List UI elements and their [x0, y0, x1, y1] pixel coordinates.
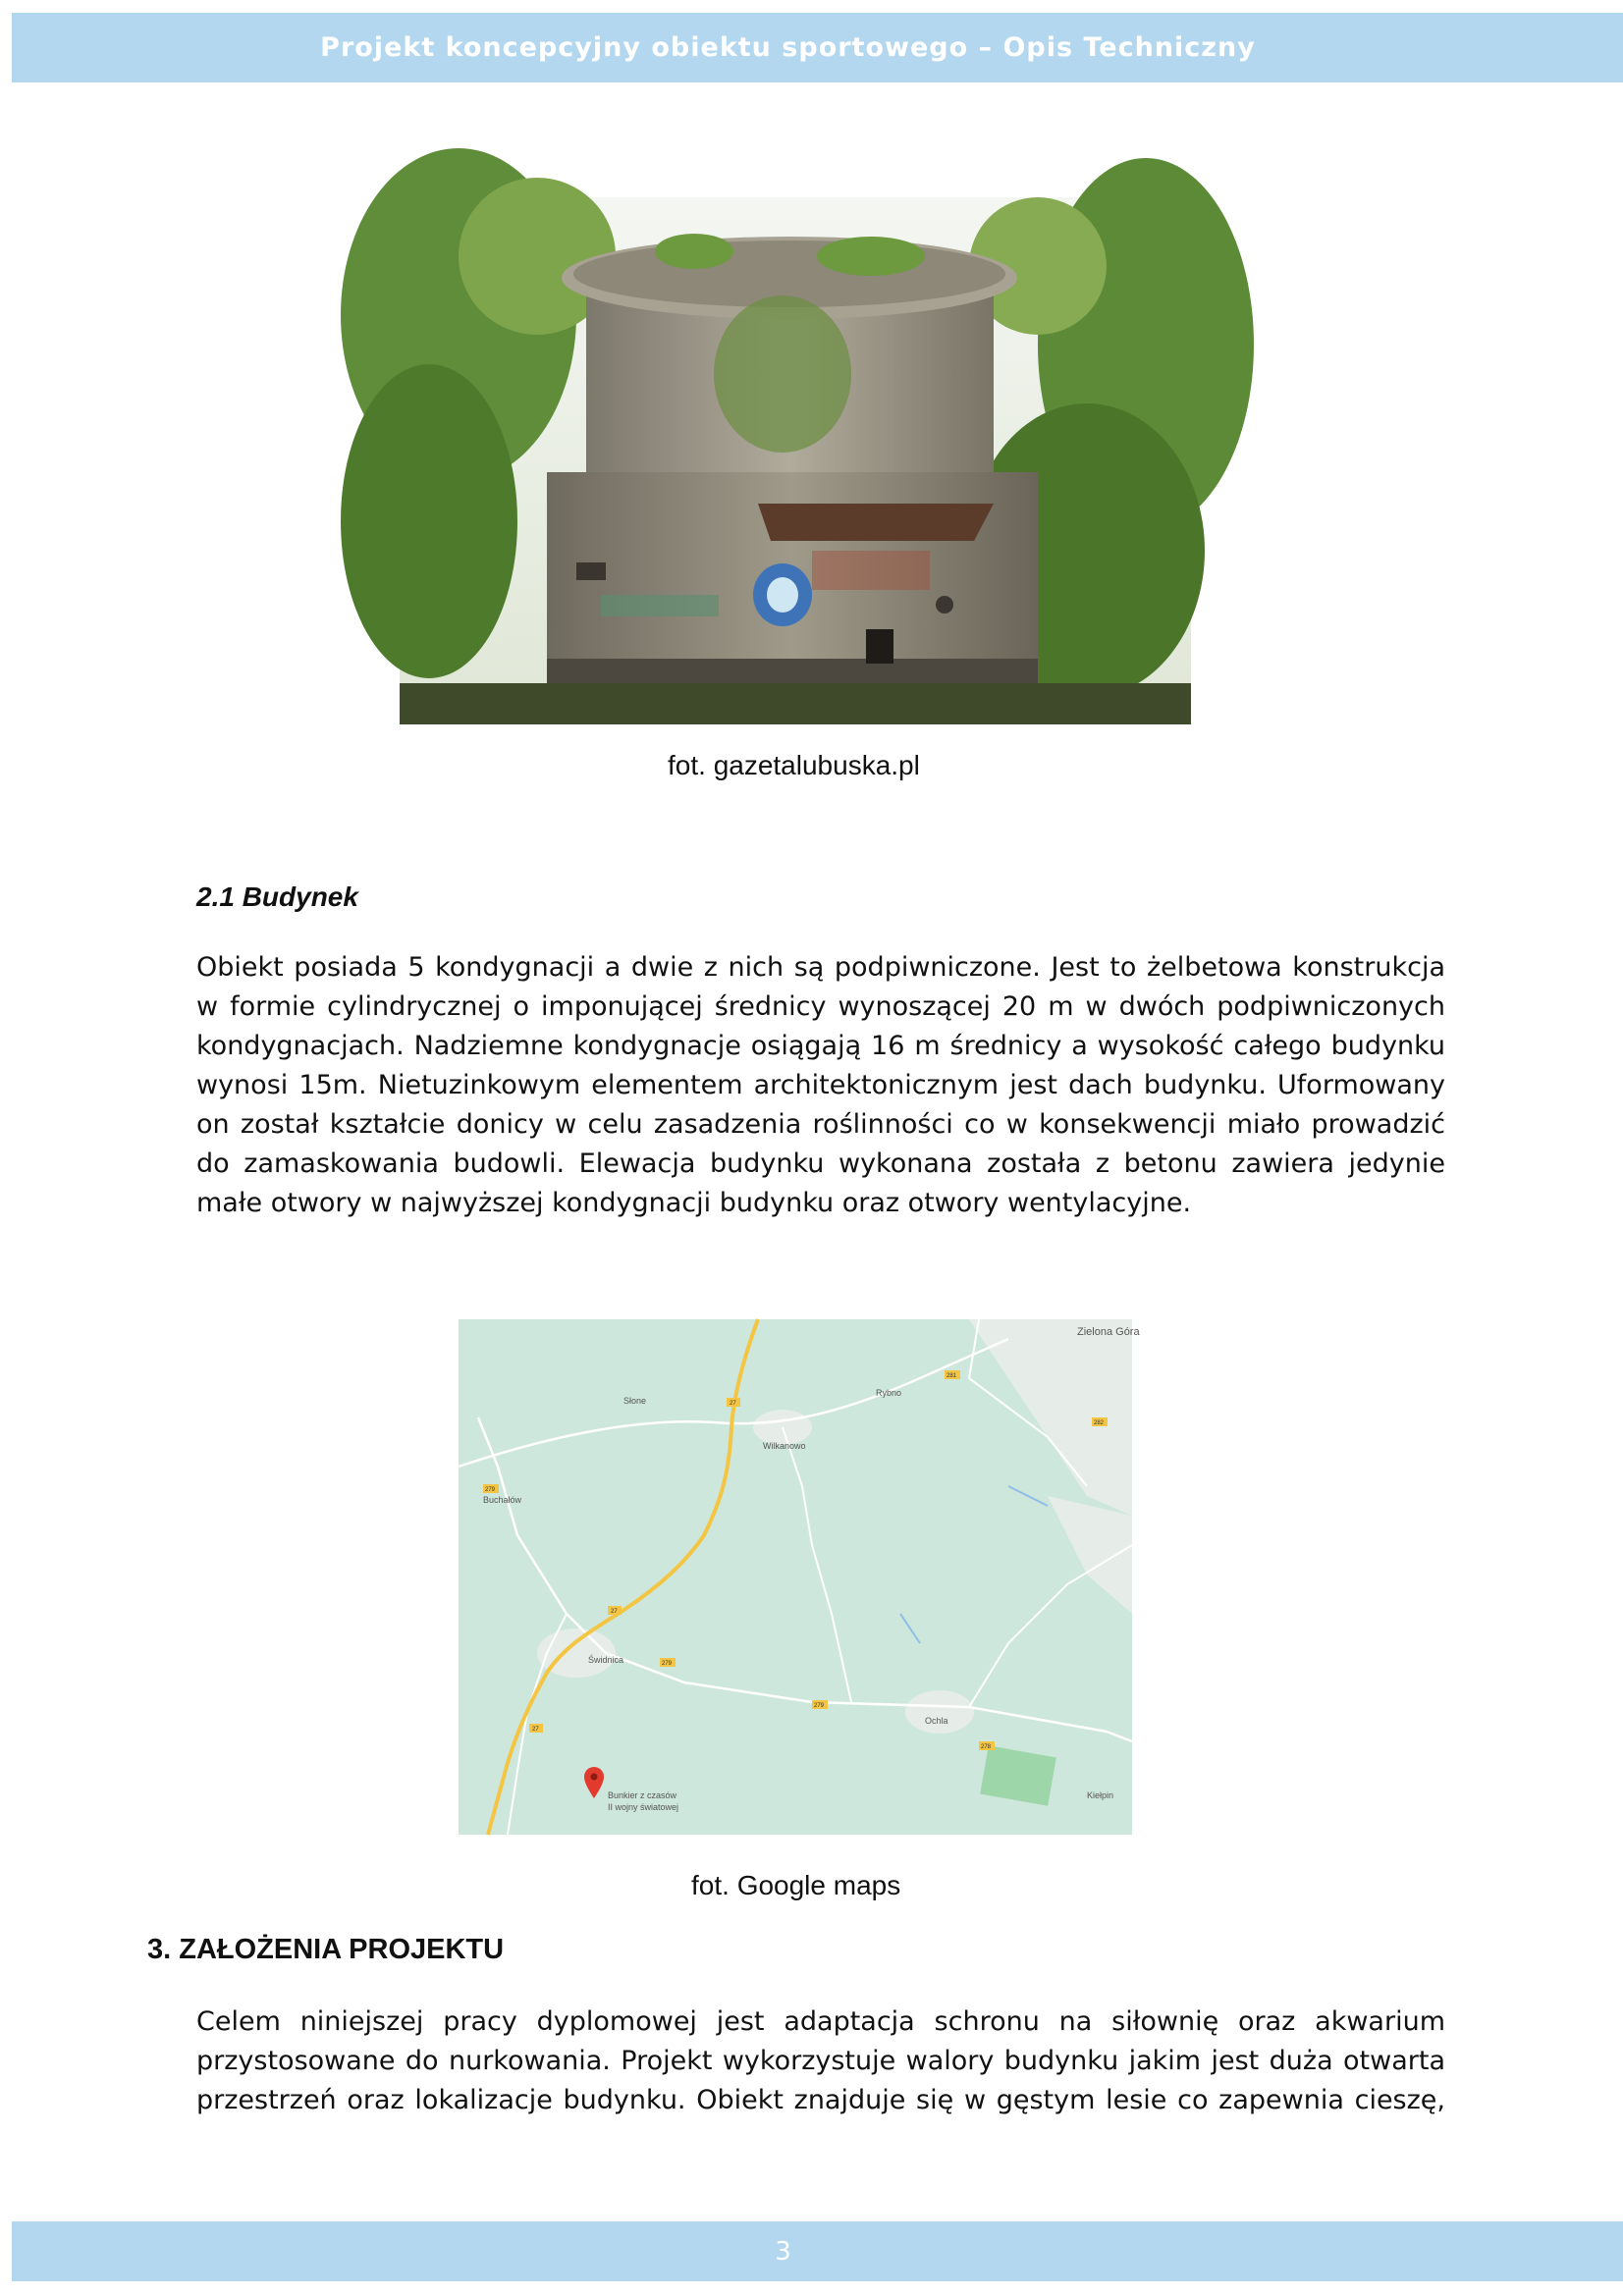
- paragraph-line: do zamaskowania budowli. Elewacja budynku wykonana została z betonu zawiera jedynie: [196, 1148, 1445, 1179]
- place-label: Świdnica: [588, 1655, 624, 1665]
- place-label: Ochla: [925, 1716, 948, 1726]
- page-footer: [12, 2221, 1623, 2281]
- place-label: Zielona Góra: [1077, 1326, 1140, 1338]
- paragraph-line: Obiekt posiada 5 kondygnacji a dwie z nich są podpiwniczone. Jest to żelbetowa konstrukcja: [196, 952, 1445, 983]
- paragraph-line: wynosi 15m. Nietuzinkowym elementem architektonicznym jest dach budynku. Uformowany: [196, 1070, 1445, 1100]
- bunker-photo: [400, 197, 1191, 724]
- paragraph-line: kondygnacjach. Nadziemne kondygnacje osiągają 16 m średnicy a wysokość całego budynku: [196, 1031, 1445, 1061]
- paragraph-line: Celem niniejszej pracy dyplomowej jest adaptacja schronu na siłownię oraz akwarium: [196, 2006, 1445, 2037]
- place-label: Wilkanowo: [763, 1441, 806, 1451]
- section-heading: 3. ZAŁOŻENIA PROJEKTU: [147, 1934, 505, 1965]
- photo-caption: fot. gazetalubuska.pl: [668, 750, 920, 780]
- road-number: 279: [662, 1661, 673, 1667]
- road-number: 279: [485, 1487, 496, 1493]
- road-number: 281: [947, 1373, 957, 1379]
- road-number: 282: [1094, 1420, 1105, 1426]
- road-number: 27: [730, 1401, 736, 1407]
- paragraph-line: przystosowane do nurkowania. Projekt wykorzystuje walory budynku jakim jest duża otwarta: [196, 2046, 1445, 2076]
- road-number: 279: [814, 1703, 825, 1709]
- road-number: 27: [532, 1727, 539, 1733]
- section-heading: 2.1 Budynek: [196, 881, 358, 912]
- header-title: Projekt koncepcyjny obiektu sportowego – Opis Techniczny: [320, 32, 1256, 63]
- page-number: 3: [775, 2236, 791, 2267]
- page-header: [12, 13, 1623, 82]
- road-number: 27: [611, 1609, 618, 1615]
- paragraph-line: on został kształcie donicy w celu zasadzenia roślinności co w konsekwencji miało prowadzić: [196, 1109, 1445, 1140]
- location-map: [459, 1319, 1140, 1835]
- place-label: Rybno: [876, 1388, 902, 1398]
- road-number: 278: [981, 1744, 992, 1750]
- paragraph-line: w formie cylindrycznej o imponującej średnicy wynoszącej 20 m w dwóch podpiwniczonych: [196, 991, 1445, 1022]
- place-label: Słone: [623, 1396, 647, 1406]
- place-label: Buchałów: [483, 1495, 522, 1505]
- paragraph-line: przestrzeń oraz lokalizacje budynku. Obiekt znajduje się w gęstym lesie co zapewnia cieszę,: [196, 2085, 1445, 2115]
- marker-label: II wojny światowej: [608, 1802, 679, 1812]
- map-caption: fot. Google maps: [691, 1870, 901, 1900]
- marker-label: Bunkier z czasów: [608, 1790, 677, 1800]
- paragraph-line: małe otwory w najwyższej kondygnacji budynku oraz otwory wentylacyjne.: [196, 1188, 1192, 1218]
- place-label: Kiełpin: [1087, 1790, 1114, 1800]
